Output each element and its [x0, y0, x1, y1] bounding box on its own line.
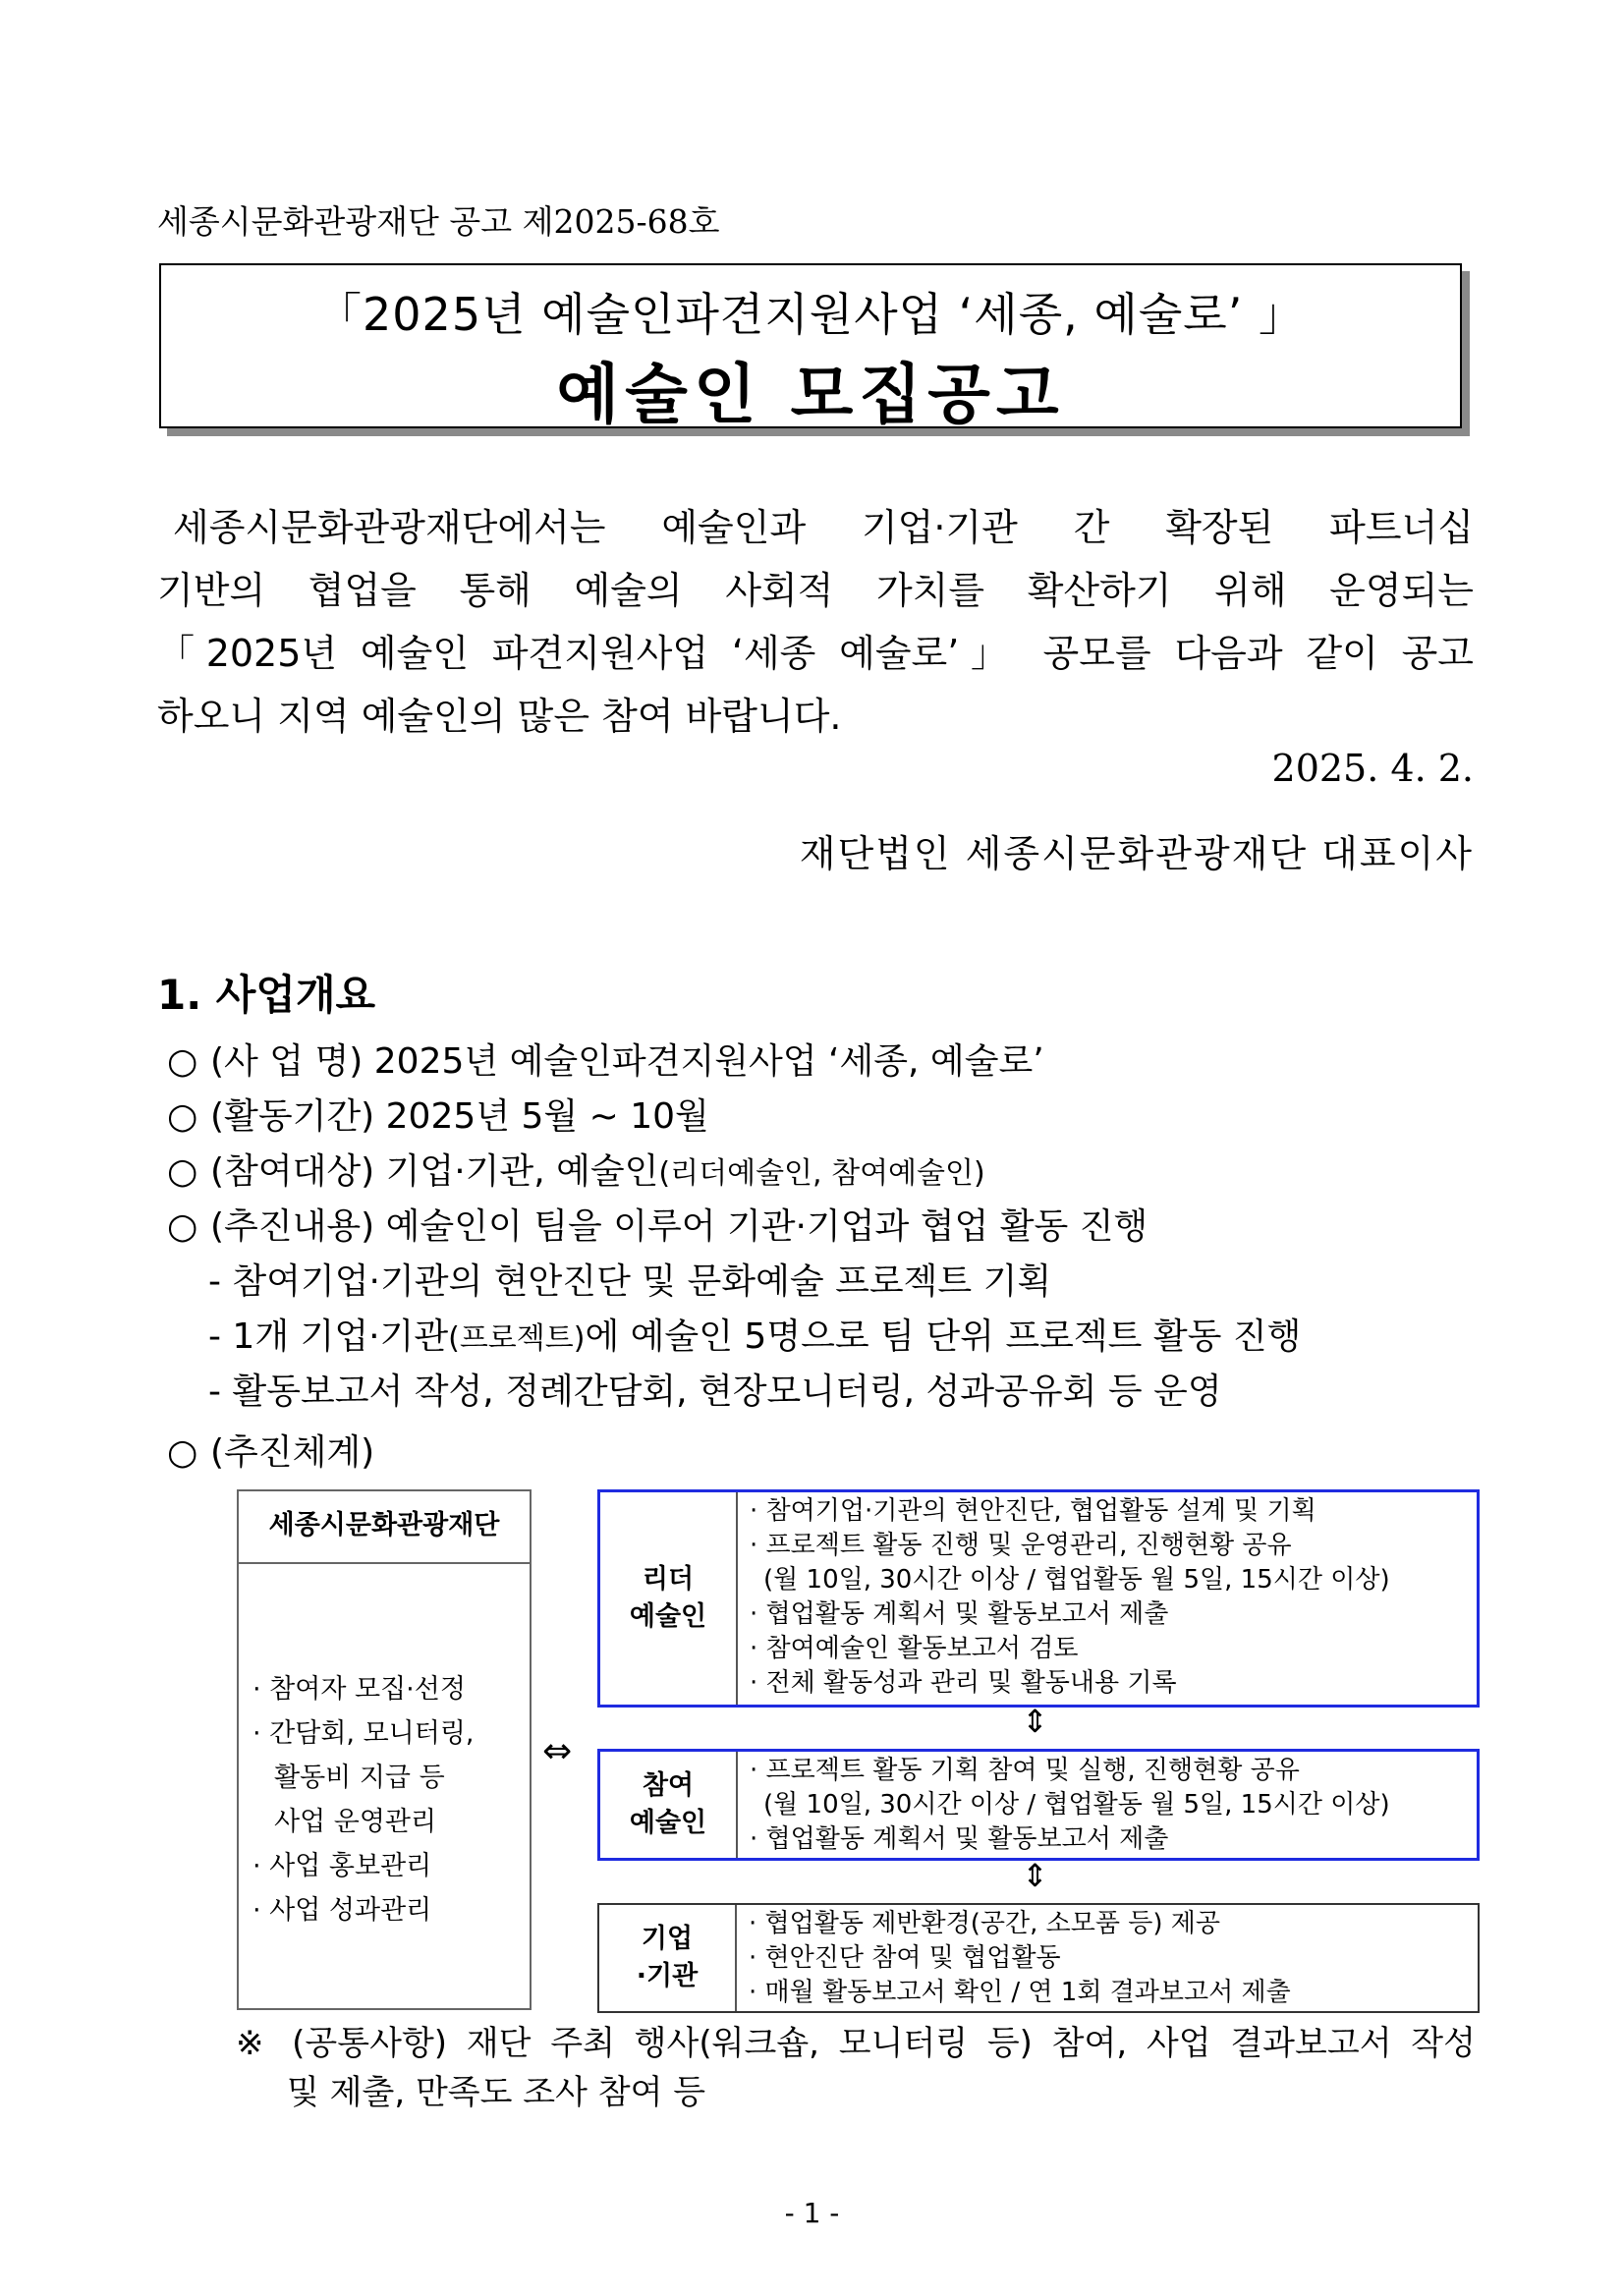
participant-artist-label: 참여 예술인 — [600, 1752, 738, 1858]
list-item: ○ (참여대상) 기업·기관, 예술인(리더예술인, 참여예술인) — [167, 1145, 1484, 1200]
list-item: · 간담회, 모니터링, — [252, 1718, 475, 1749]
title-box — [159, 263, 1462, 432]
sub-item: - 참여기업·기관의 현안진단 및 문화예술 프로젝트 기획 — [208, 1261, 1052, 1302]
foundation-box — [237, 1489, 532, 2010]
leader-artist-box — [597, 1489, 1480, 1708]
company-box — [597, 1903, 1480, 2013]
circle-bullet-icon: ○ — [167, 1041, 198, 1082]
page-title: 예술인 모집공고 — [556, 357, 1065, 432]
company-label: 기업 ·기관 — [599, 1905, 737, 2011]
up-down-arrow-icon: ⇕ — [1022, 1857, 1048, 1894]
overview-list — [167, 1035, 1484, 1481]
list-item: · 프로젝트 활동 진행 및 운영관리, 진행현황 공유 — [750, 1531, 1292, 1560]
section-heading: 1. 사업개요 — [157, 971, 376, 1019]
intro-paragraph — [157, 496, 1474, 685]
notice-date: 2025. 4. 2. — [1271, 747, 1474, 790]
common-note-line1: ※ (공통사항) 재단 주최 행사(워크숍, 모니터링 등) 참여, 사업 결과보고서 작성 — [236, 2024, 1476, 2063]
intro-line1: 세종시문화관광재단에서는 예술인과 기업·기관 간 확장된 파트너십 — [173, 506, 1474, 549]
intro-line3: 「2025년 예술인 파견지원사업 ‘세종 예술로’」 공모를 다음과 같이 공고 — [157, 632, 1474, 675]
intro-line4: 하오니 지역 예술인의 많은 참여 바랍니다. — [157, 695, 842, 738]
list-item: · 협업활동 계획서 및 활동보고서 제출 — [750, 1599, 1169, 1629]
list-item: · 프로젝트 활동 기획 참여 및 실행, 진행현황 공유 — [750, 1756, 1300, 1785]
circle-bullet-icon: ○ — [167, 1096, 198, 1137]
company-duties — [737, 1905, 1478, 2011]
circle-bullet-icon: ○ — [167, 1432, 198, 1473]
list-item: · 현안진단 참여 및 협업활동 — [749, 1943, 1061, 1973]
list-item: · 사업 홍보관리 — [252, 1851, 432, 1881]
intro-line2: 기반의 협업을 통해 예술의 사회적 가치를 확산하기 위해 운영되는 — [157, 569, 1474, 612]
participant-artist-duties — [738, 1752, 1477, 1858]
list-item: · 매월 활동보고서 확인 / 연 1회 결과보고서 제출 — [749, 1978, 1291, 2007]
list-item: ○ (사 업 명) 2025년 예술인파견지원사업 ‘세종, 예술로’ — [167, 1035, 1484, 1090]
sub-item: - 1개 기업·기관(프로젝트)에 예술인 5명으로 팀 단위 프로젝트 활동 진행 — [208, 1316, 1302, 1357]
list-item: 사업 운영관리 — [274, 1807, 437, 1837]
list-item: · 참여예술인 활동보고서 검토 — [750, 1634, 1079, 1663]
leader-artist-label: 리더 예술인 — [600, 1492, 738, 1705]
leader-artist-duties — [738, 1492, 1477, 1705]
left-right-arrow-icon: ⇔ — [542, 1731, 573, 1771]
list-item: ○ (추진체계) — [167, 1426, 1484, 1481]
up-down-arrow-icon: ⇕ — [1022, 1703, 1048, 1740]
list-item: ○ (추진내용) 예술인이 팀을 이루어 기관·기업과 협업 활동 진행 — [167, 1200, 1484, 1255]
circle-bullet-icon: ○ — [167, 1151, 198, 1192]
common-note-line2: 및 제출, 만족도 조사 참여 등 — [287, 2073, 706, 2112]
page-number: - 1 - — [784, 2197, 840, 2229]
list-item: · 전체 활동성과 관리 및 활동내용 기록 — [750, 1668, 1177, 1698]
list-item: (월 10일, 30시간 이상 / 협업활동 월 5일, 15시간 이상) — [763, 1790, 1390, 1820]
circle-bullet-icon: ○ — [167, 1206, 198, 1247]
list-item: (월 10일, 30시간 이상 / 협업활동 월 5일, 15시간 이상) — [763, 1565, 1390, 1595]
foundation-list — [239, 1564, 530, 1932]
foundation-title: 세종시문화관광재단 — [239, 1491, 530, 1564]
participant-artist-box — [597, 1749, 1480, 1861]
list-item: ○ (활동기간) 2025년 5월 ~ 10월 — [167, 1090, 1484, 1145]
sub-item: - 활동보고서 작성, 정례간담회, 현장모니터링, 성과공유회 등 운영 — [208, 1372, 1222, 1412]
list-item: 활동비 지급 등 — [274, 1763, 445, 1793]
list-item: · 참여자 모집·선정 — [252, 1674, 466, 1705]
list-item: · 참여기업·기관의 현안진단, 협업활동 설계 및 기획 — [750, 1496, 1316, 1526]
notice-number: 세종시문화관광재단 공고 제2025-68호 — [157, 202, 720, 241]
list-item: · 협업활동 제반환경(공간, 소모품 등) 제공 — [749, 1909, 1220, 1938]
signer: 재단법인 세종시문화관광재단 대표이사 — [799, 832, 1474, 875]
title-line1: 「2025년 예술인파견지원사업 ‘세종, 예술로’ 」 — [316, 288, 1305, 341]
common-note — [236, 2019, 1476, 2117]
list-item: · 사업 성과관리 — [252, 1895, 432, 1926]
list-item: · 협업활동 계획서 및 활동보고서 제출 — [750, 1824, 1169, 1854]
